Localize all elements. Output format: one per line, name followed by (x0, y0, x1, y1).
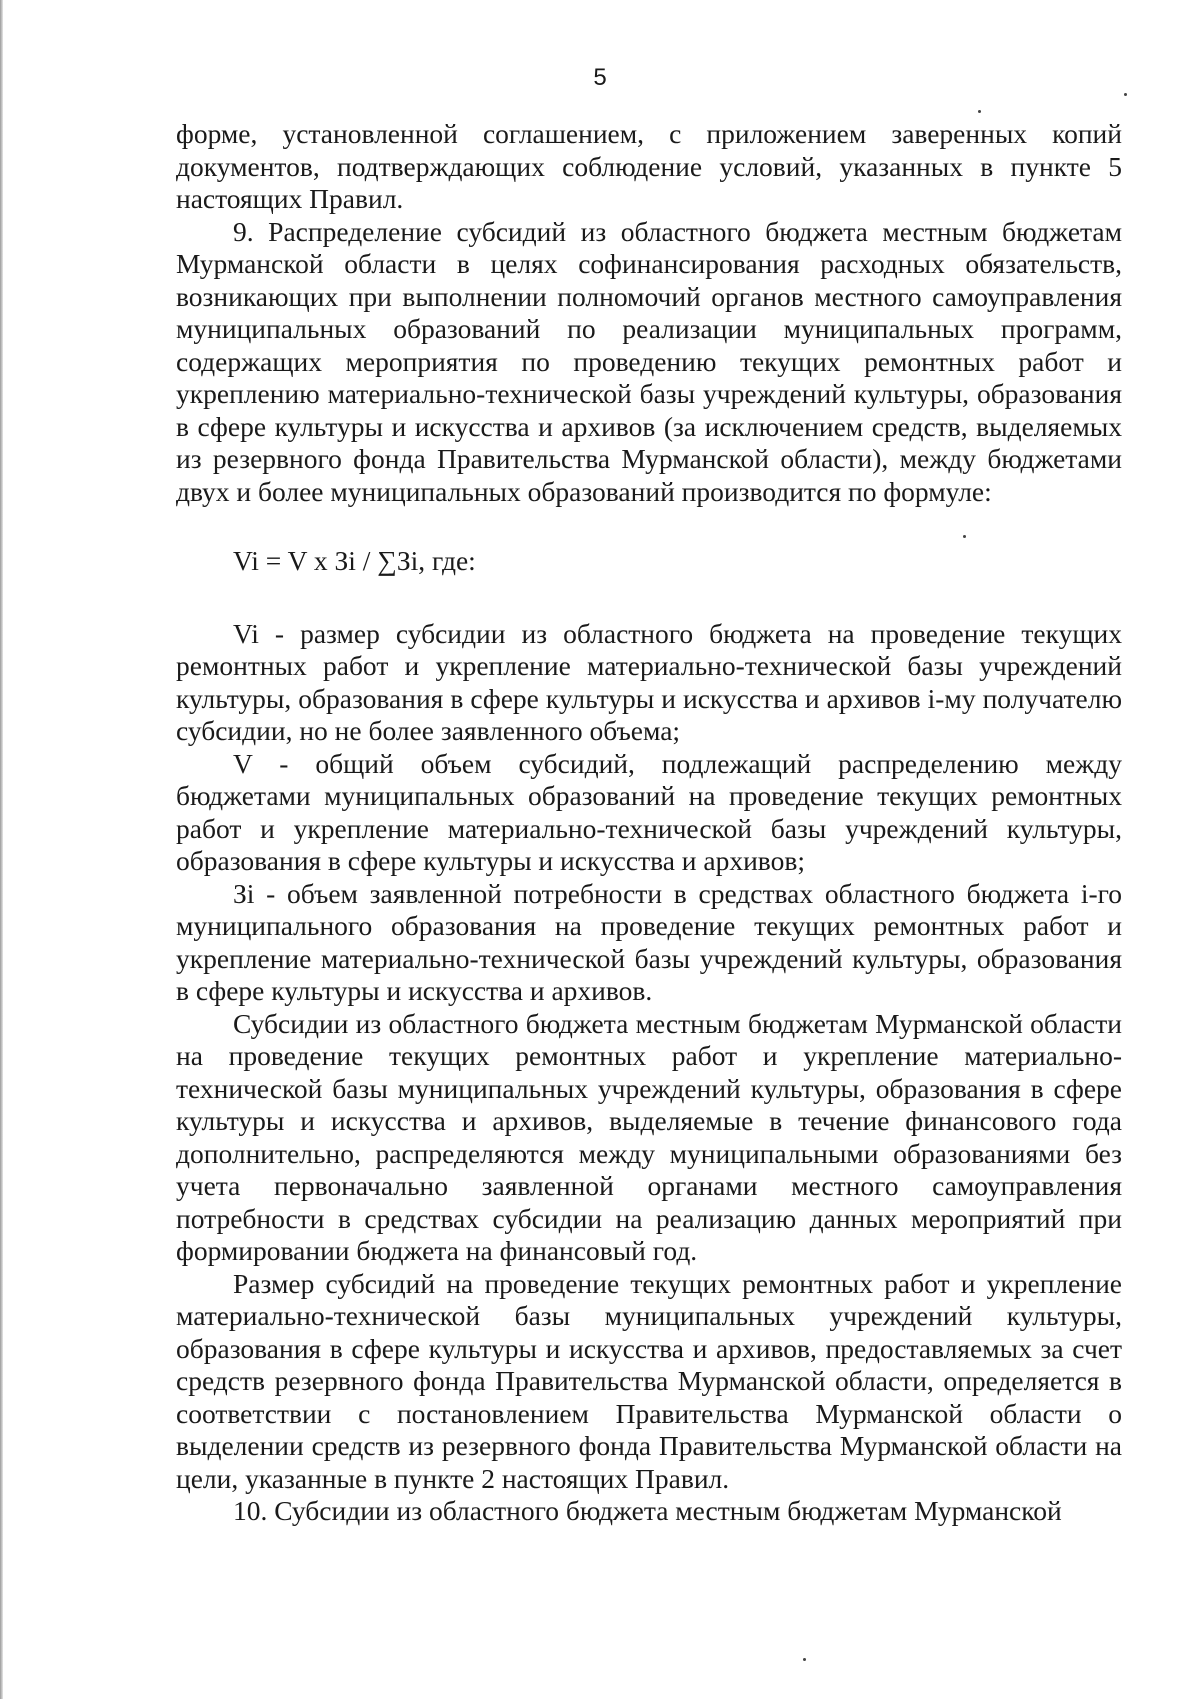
paragraph-clause-10: 10. Субсидии из областного бюджета местным бюджетам Мурманской (233, 1495, 1062, 1526)
paragraph-clause-9: 9. Распределение субсидий из областного бюджета местным бюджетам Мурманской области в целях софинансирования расходных обязательств, возникающих при выполнении полномочий органов местного самоуправления муниципальных образований по реализации муниципальных программ, содержащих мероприятия по проведению текущих ремонтных работ и укреплению материально-технической базы учреждений культуры, образования в сфере культуры и искусства и архивов (за исключением средств, выделяемых из резервного фонда Правительства Мурманской области), между бюджетами двух и более муниципальных образований производится по формуле: (176, 215, 1122, 507)
definition-v: V - общий объем субсидий, подлежащий распределению между бюджетами муниципальных образований на проведение текущих ремонтных работ и укрепление материально-технической базы учреждений культуры, образования в сфере культуры и искусства и архивов; (176, 747, 1122, 876)
scan-speck (1124, 93, 1127, 96)
formula: Vi = V x Зi / ∑Зi, где: (233, 545, 476, 576)
paragraph-additional-subsidies: Субсидии из областного бюджета местным бюджетам Мурманской области на проведение текущих ремонтных работ и укрепление материально-технической базы муниципальных учреждений культуры, образования в сфере культуры и искусства и архивов, выделяемые в течение финансового года дополнительно, распределяются между муниципальными образованиями без учета первоначально заявленной органами местного самоуправления потребности в средствах субсидии на реализацию данных мероприятий при формировании бюджета на финансовый год. (176, 1007, 1122, 1266)
scan-speck (963, 535, 966, 538)
page-number: 5 (593, 64, 607, 91)
scan-speck (803, 1658, 806, 1661)
scan-speck (978, 110, 981, 113)
definition-zi: Зi - объем заявленной потребности в средствах областного бюджета i-го муниципального образования на проведение текущих ремонтных работ и укрепление материально-технической базы учреждений культуры, образования в сфере культуры и искусства и архивов. (176, 877, 1122, 1006)
definition-vi: Vi - размер субсидии из областного бюджета на проведение текущих ремонтных работ и укрепление материально-технической базы учреждений культуры, образования в сфере культуры и искусства и архивов i-му получателю субсидии, но не более заявленного объема; (176, 617, 1122, 746)
paragraph-continuation: форме, установленной соглашением, с приложением заверенных копий документов, подтверждающих соблюдение условий, указанных в пункте 5 настоящих Правил. (176, 118, 1122, 214)
scan-edge-shadow (0, 0, 3, 1699)
document-body (176, 118, 1122, 1528)
paragraph-reserve-fund: Размер субсидий на проведение текущих ремонтных работ и укрепление материально-технической базы муниципальных учреждений культуры, образования в сфере культуры и искусства и архивов, предоставляемых за счет средств резервного фонда Правительства Мурманской области, определяется в соответствии с постановлением Правительства Мурманской области о выделении средств из резервного фонда Правительства Мурманской области на цели, указанные в пункте 2 настоящих Правил. (176, 1267, 1122, 1494)
